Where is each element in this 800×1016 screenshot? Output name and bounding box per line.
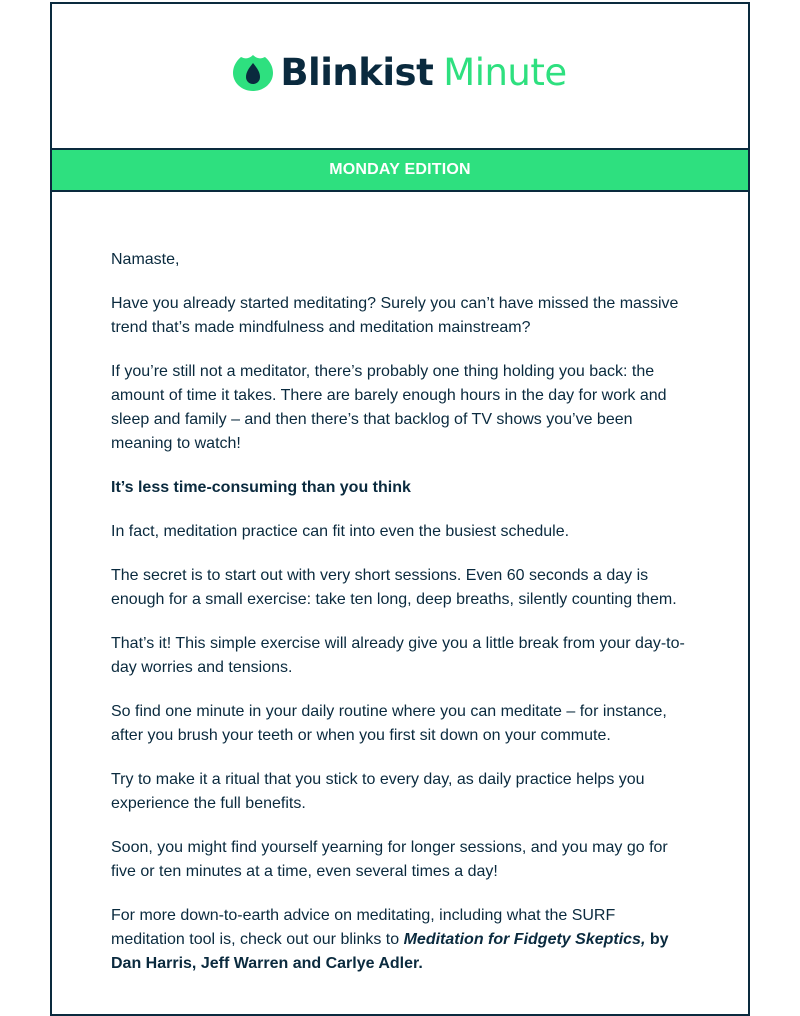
body-paragraph-3: That’s it! This simple exercise will already give you a little break from your day-to-day worries and tensions. <box>111 635 685 676</box>
section-subheading: It’s less time-consuming than you think <box>111 479 411 496</box>
closing-paragraph <box>111 904 689 976</box>
book-authors: by Dan Harris, Jeff Warren and Carlye Adler. <box>111 931 669 972</box>
edition-label: MONDAY EDITION <box>329 161 471 178</box>
edition-banner <box>52 150 748 192</box>
intro-paragraph-1: Have you already started meditating? Surely you can’t have missed the massive trend that’s made mindfulness and meditation mainstream? <box>111 295 679 336</box>
article-body <box>52 192 748 976</box>
intro-paragraph-2: If you’re still not a meditator, there’s probably one thing holding you back: the amount of time it takes. There are barely enough hours in the day for work and sleep and family – and then there’s that backlog of TV shows you’ve been meaning to watch! <box>111 363 667 452</box>
body-paragraph-4: So find one minute in your daily routine where you can meditate – for instance, after you brush your teeth or when you first sit down on your commute. <box>111 703 667 744</box>
brand-name-light: Minute <box>443 50 567 94</box>
greeting: Namaste, <box>111 251 180 268</box>
body-paragraph-6: Soon, you might find yourself yearning for longer sessions, and you may go for five or ten minutes at a time, even several times a day! <box>111 839 668 880</box>
closing-intro: For more down-to-earth advice on meditating, including what the SURF meditation tool is, check out our blinks to <box>111 907 616 948</box>
body-paragraph-2: The secret is to start out with very short sessions. Even 60 seconds a day is enough for a small exercise: take ten long, deep breaths, silently counting them. <box>111 567 677 608</box>
body-paragraph-1: In fact, meditation practice can fit into even the busiest schedule. <box>111 523 570 540</box>
blinkist-leaf-icon <box>233 52 273 92</box>
body-paragraph-5: Try to make it a ritual that you stick to every day, as daily practice helps you experience the full benefits. <box>111 771 645 812</box>
brand-name-bold: Blinkist <box>280 50 434 94</box>
book-title: Meditation for Fidgety Skeptics, <box>403 931 646 948</box>
blinkist-minute-logo[interactable] <box>233 52 566 92</box>
email-header <box>52 4 748 150</box>
email-container <box>50 2 750 1016</box>
